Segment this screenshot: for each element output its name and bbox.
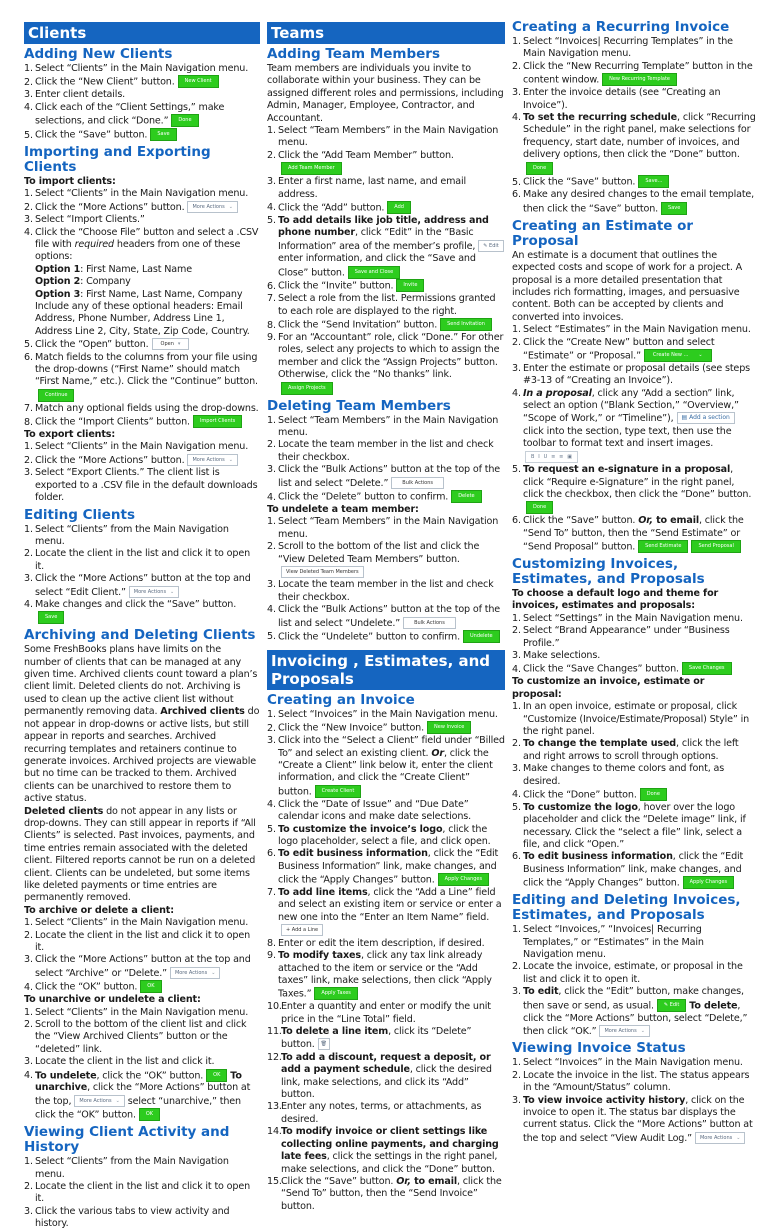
list-item: 3. Select “Export Clients.” The client list is exported to a .CSV file in the default downloads folder. (24, 467, 258, 504)
list-item: 1. Select “Team Members” in the Main Navigation menu. (267, 125, 499, 149)
trash-icon[interactable]: 🗑 (318, 1038, 330, 1050)
list-item: 4. To set the recurring schedule, click “Recurring Schedule” in the right panel, make selections for frequency, start date, number of invoices, and delivery options, then click the “Done” button.Done (512, 112, 756, 176)
more-actions-button[interactable]: More Actions ⌄ (187, 201, 237, 213)
list-item: 2. Click the “New Invoice” button. New Invoice (267, 721, 505, 735)
bulk-actions-button[interactable]: Bulk Actions (391, 477, 444, 489)
list-item: 6. Match fields to the columns from your file using the drop-downs (“First Name” should match “First Name,” etc.). Click the “Continue” button.Continue (24, 352, 260, 403)
option-3: Option 3: First Name, Last Name, Company (35, 288, 243, 300)
heading-importing-exporting: Importing and Exporting Clients (24, 143, 211, 175)
list-item: 3. Click the “More Actions” button at the top and select “Archive” or “Delete.” More Actions ⌄ (24, 954, 251, 979)
create-client-button[interactable]: Create Client (315, 785, 362, 798)
save-button[interactable]: Save (38, 611, 64, 624)
subheading-customize: To customize an invoice, estimate or proposal: (512, 676, 705, 700)
list-item: 3. Click the various tabs to view activity and history. (24, 1205, 230, 1230)
list-item: 2. To change the template used, click the left and right arrows to scroll through options. (512, 738, 739, 762)
done-button[interactable]: Done (526, 501, 553, 514)
add-button[interactable]: Add (387, 201, 411, 214)
apply-changes-button[interactable]: Apply Changes (683, 876, 734, 889)
heading-viewing-client-activity: Viewing Client Activity and History (24, 1124, 230, 1156)
list-item: 3. To edit, click the “Edit” button, make changes, then save or send, as usual. ✎ Edit To delete, click the “More Actions” button, select “Delete,” then click “OK.” More Actions ⌄ (512, 986, 748, 1037)
section-bar-teams: Teams (267, 22, 505, 44)
list-item: 4. Click the “Date of Issue” and “Due Date” calendar icons and make date selections. (267, 798, 472, 823)
chevron-down-icon: ⌄ (170, 588, 175, 595)
pencil-icon: ✎ (663, 1001, 670, 1008)
list-item: 5. Click the “Save” button. Save... (512, 175, 756, 189)
view-deleted-team-members-button[interactable]: View Deleted Team Members (281, 566, 364, 578)
list-item: 2. Click the “New Recurring Template” button in the content window. New Recurring Template (512, 60, 753, 86)
list-item: 3. Select “Import Clients.” (24, 214, 145, 226)
list-item: 6. To edit business information, click the “Edit Business Information” link, make changes, and click the “Apply Changes” button. Apply Changes (267, 848, 499, 886)
list-item: 1. Select “Clients” in the Main Navigation menu. (24, 441, 249, 453)
list-item: 3. Locate the client in the list and click it. (24, 1056, 215, 1068)
ok-button[interactable]: OK (206, 1069, 227, 1082)
save-and-close-button[interactable]: Save and Close (348, 266, 400, 279)
list-item: 3. Enter the invoice details (see “Creating an Invoice”). (512, 87, 721, 111)
ok-button[interactable]: OK (139, 1108, 160, 1121)
send-proposal-button[interactable]: Send Proposal (691, 540, 740, 553)
heading-creating-invoice: Creating an Invoice (267, 691, 415, 708)
option-2: Option 2: Company (35, 276, 131, 288)
list-item: 7. To add line items, click the “Add a Line” field and select an existing item or service or enter a new one into the “Enter an Item Name” field.+ Add a Line (267, 887, 505, 938)
list-item: 2. Click the “More Actions” button. More Actions ⌄ (24, 201, 260, 214)
italic-icon[interactable]: I (538, 453, 540, 460)
heading-adding-new-clients: Adding New Clients (24, 46, 173, 62)
list-item: 15.Click the “Save” button. Or, to email, click the “Send To” button, then the “Send Invoice” button. (267, 1175, 502, 1212)
send-invitation-button[interactable]: Send Invitation (440, 318, 492, 331)
column-invoicing-continued (512, 20, 756, 1145)
list-item: 3. Click the “Bulk Actions” button at the top of the list and select “Delete.” Bulk Actions (267, 464, 501, 489)
optional-headers: Include any of these optional headers: Email Address, Phone Number, Address Line 1, Address Line 2, City, State, Zip Code, Country. (35, 301, 250, 337)
list-item: 5. To add details like job title, address and phone number, click “Edit” in the “Basic Information” area of the member’s profile, ✎ Edit enter information, and click the “Save and Close” button. Save and Close (267, 215, 505, 280)
more-actions-button[interactable]: More Actions ⌄ (695, 1132, 745, 1144)
chevron-down-icon: ⌄ (228, 203, 233, 210)
section-bar-clients: Clients (24, 22, 260, 44)
edit-button[interactable]: ✎ Edit (657, 999, 686, 1012)
invite-button[interactable]: Invite (396, 279, 424, 292)
list-item: 6. Click the “Save” button. Or, to email, click the “Send To” button, then the “Send Estimate” or “Send Proposal” button. Send Estimate Send Proposal (512, 515, 744, 553)
list-item: 1. Select “Invoices” in the Main Navigation menu. (267, 708, 498, 720)
list-item: 13.Enter any notes, terms, or attachments, as desired. (267, 1101, 482, 1125)
more-actions-button[interactable]: More Actions ⌄ (599, 1025, 649, 1037)
list-item: 5. To customize the invoice’s logo, click the logo placeholder, select a file, and click open. (267, 823, 491, 847)
heading-recurring-invoice: Creating a Recurring Invoice (512, 19, 730, 35)
save-changes-button[interactable]: Save Changes (682, 662, 732, 675)
chevron-down-icon: ⌄ (115, 1097, 120, 1104)
list-item: 3. Make selections. (512, 649, 601, 661)
create-new-button[interactable]: Create New ... ⌄ (644, 349, 712, 362)
list-item: 2. Locate the invoice in the list. The status appears in the “Amount/Status” column. (512, 1069, 750, 1094)
list-item: 7. Match any optional fields using the drop-downs. (24, 402, 259, 414)
bold-icon[interactable]: B (531, 453, 535, 460)
subheading-export: To export clients: (24, 429, 116, 441)
list-item: 1. Select “Clients” in the Main Navigation menu. (24, 188, 249, 200)
list-item: 4. Click each of the “Client Settings,” make selections, and click “Done.” Done (24, 101, 225, 127)
done-button[interactable]: Done (640, 788, 667, 801)
list-item: 2. Locate the invoice, estimate, or proposal in the list and click it to open it. (512, 961, 743, 985)
add-team-member-button[interactable]: Add Team Member (281, 162, 342, 175)
list-item: 3. Enter the estimate or proposal details (see steps #3-13 of “Creating an Invoice”). (512, 362, 750, 387)
list-item: 5. Click the “Open” button. Open ▾ (24, 338, 260, 351)
new-recurring-template-button[interactable]: New Recurring Template (602, 73, 677, 86)
underline-icon[interactable]: U (543, 453, 548, 460)
save-button[interactable]: Save (661, 202, 687, 215)
teams-intro: Team members are individuals you invite to collaborate within your business. They can be assigned different roles and permissions, including Admin, Manager, Employee, Contractor, and Accountant. (267, 63, 504, 124)
done-button[interactable]: Done (526, 162, 553, 175)
chevron-down-icon: ⌄ (736, 1134, 741, 1141)
list-item: 4. Click the “Choose File” button and select a .CSV file with required headers from one of these options: (24, 226, 259, 263)
list-item: 12.To add a discount, request a deposit, or add a payment schedule, click the desired link, make selections, and click its “Add” button. (267, 1051, 492, 1101)
subheading-unarchive: To unarchive or undelete a client: (24, 994, 201, 1006)
subheading-undelete: To undelete a team member: (267, 503, 419, 515)
list-item: 1. Select “Invoices| Recurring Templates” in the Main Navigation menu. (512, 36, 733, 60)
column-teams-invoicing (267, 22, 505, 1213)
list-item: 3. Enter client details. (24, 89, 126, 101)
save-button[interactable]: Save (150, 128, 176, 141)
format-toolbar (525, 451, 578, 463)
heading-editing-clients: Editing Clients (24, 506, 135, 523)
apply-taxes-button[interactable]: Apply Taxes (314, 987, 357, 1000)
list-item: 5. To request an e-signature in a proposal, click “Require e-Signature” in the right panel, click the checkbox, then click the “Done” button.Done (512, 464, 756, 515)
list-item: 1. Select “Clients” in the Main Navigation menu. (24, 917, 249, 929)
chevron-down-icon: ⌄ (698, 351, 703, 358)
section-bar-invoicing: Invoicing , Estimates, and Proposals (267, 650, 505, 690)
heading-viewing-invoice-status: Viewing Invoice Status (512, 1040, 686, 1057)
assign-projects-button[interactable]: Assign Projects (281, 382, 333, 395)
list-item: 4. Click the “Done” button. Done (512, 788, 756, 802)
list-item: 1. Select “Team Members” in the Main Navigation menu. (267, 414, 499, 438)
numbered-list-icon[interactable]: ≡ (559, 453, 564, 460)
more-actions-button[interactable]: More Actions ⌄ (129, 586, 179, 598)
bulk-actions-button[interactable]: Bulk Actions (403, 617, 456, 629)
list-item: 1. Select “Invoices” in the Main Navigation menu. (512, 1057, 743, 1069)
undelete-button[interactable]: Undelete (463, 630, 500, 643)
list-item: 4. Click the “Bulk Actions” button at the top of the list and select “Undelete.” Bulk Actions (267, 604, 501, 629)
list-item: 14.To modify invoice or client settings like collecting online payments, and charging late fees, click the settings in the right panel, make selections, and click the “Done” button. (267, 1126, 499, 1175)
list-item: 11.To delete a line item, click its “Delete” button. 🗑 (267, 1026, 472, 1051)
list-item: 9. To modify taxes, click any tax link already attached to the item or service or the “Add taxes” link, make selections, then click “Apply Taxes.” Apply Taxes (267, 950, 492, 1000)
list-item: 2. Scroll to the bottom of the client list and click the “View Archived Clients” button or the “deleted” link. (24, 1018, 247, 1055)
list-item: 3. To view invoice activity history, click on the invoice to open it. The status bar displays the current status. Click the “More Actions” button at the top and select “View Audit Log.” More Actions ⌄ (512, 1094, 753, 1144)
list-item: 7. Select a role from the list. Permissions granted to each role are displayed to the right. (267, 293, 496, 317)
list-item: 4. Click the “Save Changes” button. Save Changes (512, 662, 756, 676)
list-item: 1. Select “Clients” in the Main Navigation menu. (24, 1006, 249, 1018)
list-item: 9. For an “Accountant” role, click “Done.” For other roles, select any projects to which to assign the member and click the “Assign Projects” button. Otherwise, click the “No thanks” link.Assign Projects (267, 332, 505, 396)
list-item: 8. Click the “Import Clients” button. Import Clients (24, 415, 260, 429)
import-clients-button[interactable]: Import Clients (193, 415, 242, 428)
list-item: 2. Scroll to the bottom of the list and click the “View Deleted Team Members” button.View Deleted Team Members (267, 541, 505, 579)
list-item: 3. Make changes to theme colors and font, as desired. (512, 763, 725, 787)
list-item: 6. To edit business information, click the “Edit Business Information” link, make changes, and click the “Apply Changes” button. Apply Changes (512, 851, 744, 889)
heading-customizing: Customizing Invoices, Estimates, and Proposals (512, 555, 705, 587)
list-item: 5. Click the “Save” button. Save (24, 128, 260, 142)
done-button[interactable]: Done (171, 114, 198, 127)
heading-archiving-deleting: Archiving and Deleting Clients (24, 627, 256, 644)
list-item: 2. Locate the team member in the list and check their checkbox. (267, 439, 494, 463)
continue-button[interactable]: Continue (38, 389, 74, 402)
apply-changes-button[interactable]: Apply Changes (438, 873, 489, 886)
heading-estimate-proposal: Creating an Estimate or Proposal (512, 217, 694, 249)
chevron-down-icon: ⌄ (228, 456, 233, 463)
estimate-intro: An estimate is a document that outlines the expected costs and scope of work for a project. A proposal is a more detailed presentation that includes rich formatting, images, and persuasive content. Both can be accepted by clients and converted into invoices. (512, 249, 743, 323)
list-item: 2. Click the “Add Team Member” button.Add Team Member (267, 150, 505, 176)
more-actions-button[interactable]: More Actions ⌄ (74, 1095, 124, 1107)
open-button[interactable]: Open ▾ (152, 338, 190, 350)
send-estimate-button[interactable]: Send Estimate (638, 540, 688, 553)
subheading-default-logo: To choose a default logo and theme for invoices, estimates and proposals: (512, 587, 719, 612)
chevron-down-icon: ⌄ (211, 969, 216, 976)
subheading-import: To import clients: (24, 175, 116, 187)
list-item: 2. Locate the client in the list and click it to open it. (24, 929, 251, 953)
list-item: 4. In a proposal, click any “Add a section” link, select an option (“Blank Section,” “Overview,” “Scope of Work,” or “Timeline”), ▤ Add a section click into the section, type text, then use the toolbar to format text and insert images.B I U ≡ ≡ ▣ (512, 388, 756, 464)
list-item: 1. Select “Team Members” in the Main Navigation menu. (267, 516, 499, 540)
add-a-line-button[interactable]: + Add a Line (281, 924, 323, 936)
list-item: 5. To customize the logo, hover over the logo placeholder and click the “Delete image” link, if necessary. Click the “select a file” link, select a file, and click “Open.” (512, 801, 746, 851)
list-item: 8. Click the “Send Invitation” button. Send Invitation (267, 318, 505, 332)
dropdown-arrow-icon: ▾ (177, 341, 181, 348)
list-item: 1. Select “Clients” from the Main Navigation menu. (24, 523, 229, 547)
section-icon: ▤ (681, 414, 690, 422)
list-item: 2. Locate the client in the list and click it to open it. (24, 1181, 251, 1205)
list-item: 6. Make any desired changes to the email template, then click the “Save” button. Save (512, 189, 755, 215)
delete-button[interactable]: Delete (451, 490, 481, 503)
archiving-paragraph: Some FreshBooks plans have limits on the number of clients that can be managed at any given time. Archived clients count toward a plan’s client limit. Deleted clients do not. Archiving is used to clean up the active client list without permanently removing data. Archived clients do not appear in drop-downs or active lists, but still appear in reports and searches. Archived recurring templates and retainers continue to generate invoices. Archived projects are viewable but no time can be tracked to them. Archived clients can be unarchived to restore them to active status. (24, 644, 260, 805)
list-item: 8. Enter or edit the item description, if desired. (267, 937, 485, 949)
list-item: 2. Click the “More Actions” button. More Actions ⌄ (24, 454, 260, 467)
heading-deleting-team-members: Deleting Team Members (267, 397, 451, 414)
list-item: 4. Click the “Delete” button to confirm. Delete (267, 490, 505, 504)
list-item: 2. Click the “New Client” button. New Client (24, 75, 260, 89)
more-actions-button[interactable]: More Actions ⌄ (170, 967, 220, 979)
list-item: 3. Enter a first name, last name, and email address. (267, 176, 467, 200)
list-item: 1. Select “Settings” in the Main Navigation menu. (512, 612, 743, 624)
list-item: 4. Make changes and click the “Save” button.Save (24, 599, 260, 625)
list-item: 2. Locate the client in the list and click it to open it. (24, 548, 251, 572)
list-item: 1. Select “Clients” in the Main Navigation menu. (24, 63, 249, 74)
more-actions-button[interactable]: More Actions ⌄ (187, 454, 237, 466)
list-item: 4. Click the “OK” button. OK (24, 980, 260, 994)
chevron-down-icon: ⌄ (640, 1027, 645, 1034)
image-icon[interactable]: ▣ (567, 453, 572, 460)
list-item: 1. In an open invoice, estimate or proposal, click “Customize (Invoice/Estimate/Proposal) Style” in the right panel. (512, 701, 750, 737)
pencil-icon: ✎ (483, 242, 490, 249)
list-item: 5. Click the “Undelete” button to confirm. Undelete (267, 630, 505, 644)
ok-button[interactable]: OK (140, 980, 161, 993)
list-item: 2. Click the “Create New” button and select “Estimate” or “Proposal.” Create New ... ⌄ (512, 336, 715, 362)
list-item: 3. Click the “More Actions” button at the top and select “Edit Client.” More Actions ⌄ (24, 573, 251, 598)
list-item: 4. To undelete, click the “OK” button. OK To unarchive, click the “More Actions” button at the top, More Actions ⌄ select “unarchive,” then click the “OK” button. OK (24, 1070, 251, 1121)
heading-editing-deleting-invoices: Editing and Deleting Invoices, Estimates, and Proposals (512, 892, 741, 924)
new-client-button[interactable]: New Client (178, 75, 219, 88)
deleting-paragraph: Deleted clients do not appear in any lists or drop-downs. They can still appear in reports if “All Clients” is selected. Past invoices, payments, and time entries remain associated with the deleted client. Filtered reports cannot be run on a deleted client. Clients can be undeleted, but some items like deleted payments or time entries are permanently removed. (24, 805, 256, 904)
bullet-list-icon[interactable]: ≡ (551, 453, 556, 460)
list-item: 2. Select “Brand Appearance” under “Business Profile.” (512, 625, 730, 649)
list-item: 1. Select “Invoices,” “Invoices| Recurring Templates,” or “Estimates” in the Main Navigation menu. (512, 924, 704, 960)
list-item: 4. Click the “Add” button. Add (267, 201, 505, 215)
list-item: 1. Select “Estimates” in the Main Navigation menu. (512, 324, 751, 336)
new-invoice-button[interactable]: New Invoice (427, 721, 471, 734)
heading-adding-team-members: Adding Team Members (267, 46, 440, 62)
save-button[interactable]: Save... (638, 175, 669, 188)
option-1: Option 1: First Name, Last Name (35, 263, 192, 275)
edit-button[interactable]: ✎ Edit (478, 240, 503, 252)
column-clients (24, 22, 260, 1231)
list-item: 3. Locate the team member in the list and check their checkbox. (267, 579, 494, 603)
list-item: 3. Click into the “Select a Client” field under “Billed To” and select an existing client. Or, click the “Create a Client” link below it, enter the client information, and click the “Create Client” button. Create Client (267, 735, 505, 798)
subheading-archive: To archive or delete a client: (24, 904, 174, 916)
add-a-section-button[interactable]: ▤ Add a section (677, 412, 735, 424)
list-item: 1. Select “Clients” from the Main Navigation menu. (24, 1156, 229, 1180)
list-item: 10.Enter a quantity and enter or modify the unit price in the “Line Total” field. (267, 1001, 491, 1025)
list-item: 6. Click the “Invite” button. Invite (267, 279, 505, 293)
